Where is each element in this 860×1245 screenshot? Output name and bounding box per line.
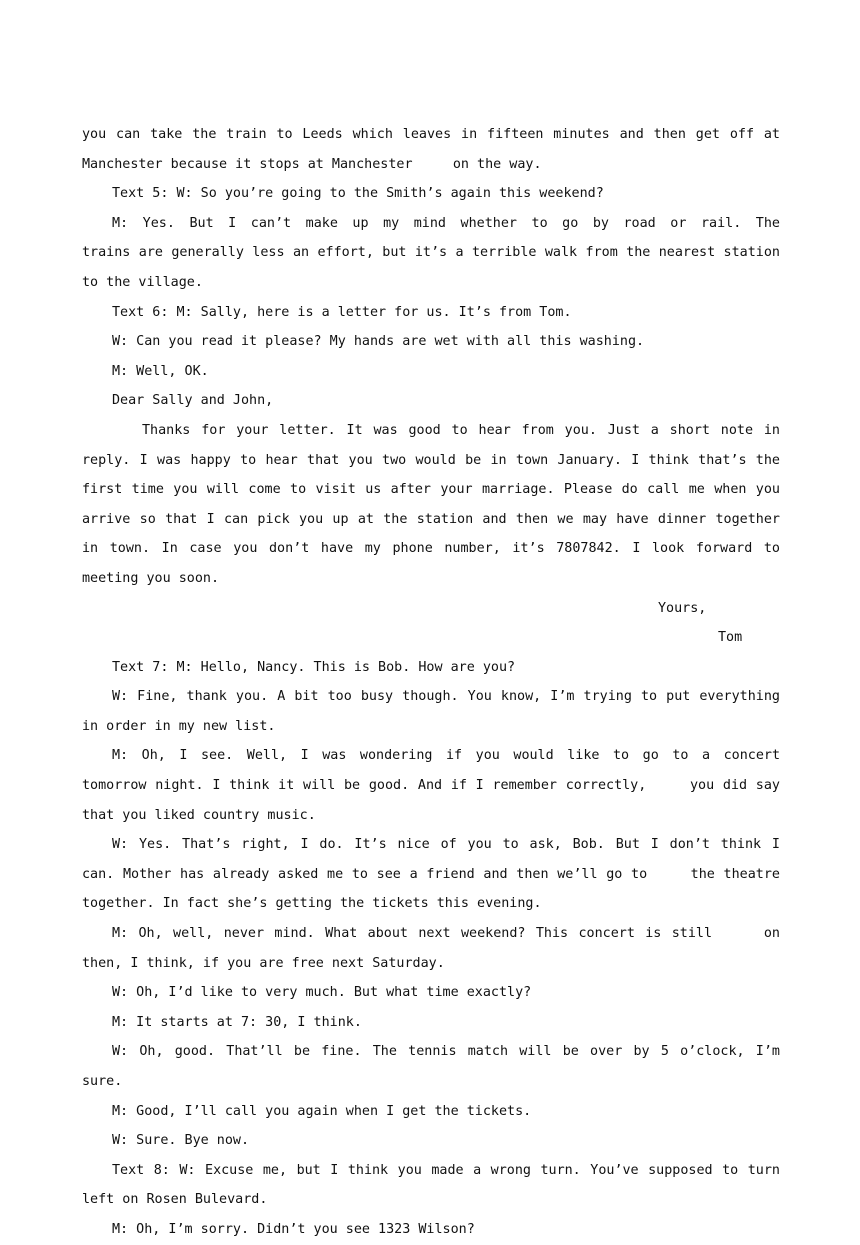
paragraph: M: Oh, I’m sorry. Didn’t you see 1323 Wilson?	[112, 1221, 475, 1237]
paragraph: W: Oh, I’d like to very much. But what time exactly?	[112, 985, 532, 1001]
paragraph: W: Fine, thank you. A bit too busy though. You know, I’m trying to put everything in order in my new list.	[82, 689, 789, 734]
paragraph: W: Yes. That’s right, I do. It’s nice of you to ask, Bob. But I don’t think I can. Mother has already asked me to see a friend and then we’ll go to the theatre together. In fact she’s getting the tickets this evening.	[82, 837, 821, 912]
paragraph: Text 5: W: So you’re going to the Smith’s again this weekend?	[112, 186, 604, 202]
paragraph: W: Sure. Bye now.	[112, 1133, 250, 1149]
paragraph: M: Oh, I see. Well, I was wondering if you would like to go to a concert tomorrow night. I think it will be good. And if I remember correctly, you did say that you liked country music.	[82, 748, 821, 823]
paragraph: Yours,	[658, 600, 707, 616]
paragraph: Tom	[718, 630, 743, 646]
paragraph: M: Good, I’ll call you again when I get the tickets.	[112, 1103, 532, 1119]
paragraph: Text 7: M: Hello, Nancy. This is Bob. How are you?	[112, 659, 516, 675]
paragraph: Text 8: W: Excuse me, but I think you made a wrong turn. You’ve supposed to turn left on Rosen Bulevard.	[82, 1162, 789, 1208]
paragraph: M: Well, OK.	[112, 363, 209, 379]
paragraph: M: Yes. But I can’t make up my mind whether to go by road or rail. The trains are generally less an effort, but it’s a terrible walk from the nearest station to the village.	[82, 215, 837, 290]
paragraph: Text 6: M: Sally, here is a letter for us. It’s from Tom.	[112, 304, 572, 320]
paragraph: Dear Sally and John,	[112, 393, 274, 409]
paragraph: Thanks for your letter. It was good to hear from you. Just a short note in reply. I was happy to hear that you two would be in town January. I think that’s the first time you will come to visit us after your marriage. Please do call me when you arrive so that I can pick you up at the station and then we may have dinner together in town. In case you don’t have my phone number, it’s 7807842. I look forward to meeting you soon.	[82, 422, 789, 586]
paragraph: M: Oh, well, never mind. What about next weekend? This concert is still on then, I think, if you are free next Saturday.	[82, 926, 789, 971]
paragraph: W: Can you read it please? My hands are wet with all this washing.	[112, 334, 645, 350]
paragraph: W: Oh, good. That’ll be fine. The tennis match will be over by 5 o’clock, I’m sure.	[82, 1044, 789, 1089]
paragraph: M: It starts at 7: 30, I think.	[112, 1014, 362, 1030]
document-page	[82, 120, 837, 1245]
paragraph: you can take the train to Leeds which leaves in fifteen minutes and then get off at Manchester because it stops at Manchester on the way.	[82, 127, 789, 172]
